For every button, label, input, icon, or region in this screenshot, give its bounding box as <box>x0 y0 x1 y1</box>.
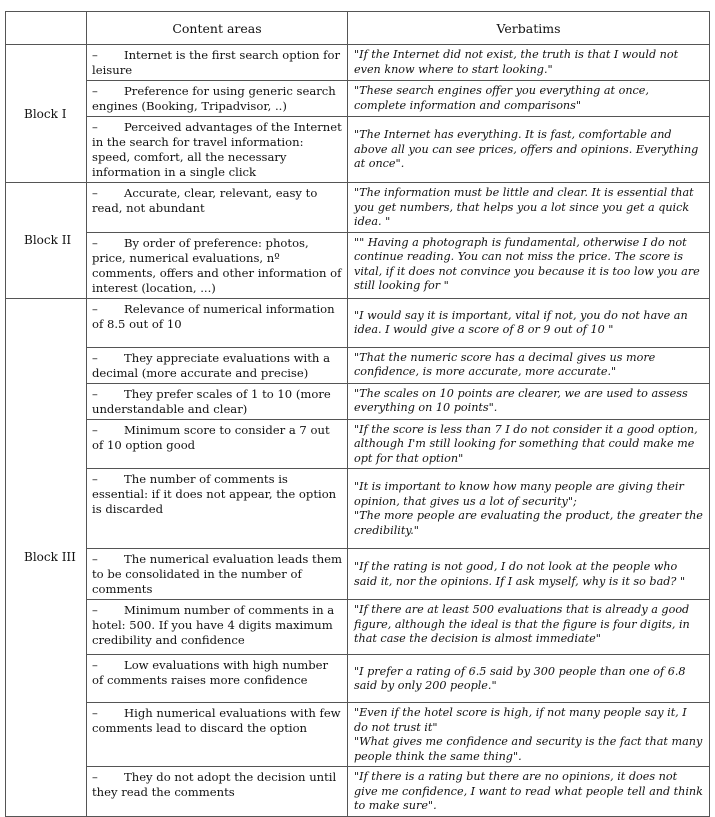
dash-bullet: – <box>92 472 98 486</box>
content-area-cell <box>87 81 348 117</box>
content-table <box>5 11 710 817</box>
verbatim-cell: "The information must be little and clear. It is essential that you get numbers, that helps you a lot since you get a quick idea. " <box>348 183 710 233</box>
table-row <box>6 767 710 817</box>
table-row <box>6 703 710 767</box>
table-row <box>6 383 710 419</box>
content-area-text: High numerical evaluations with few comments lead to discard the option <box>92 706 341 735</box>
content-area-cell <box>87 383 348 419</box>
table-row <box>6 232 710 298</box>
block-label: Block I <box>6 45 87 183</box>
content-area-text: Internet is the first search option for leisure <box>92 48 340 77</box>
dash-bullet: – <box>92 186 98 200</box>
content-area-text: They do not adopt the decision until they read the comments <box>92 770 337 799</box>
content-area-text: They prefer scales of 1 to 10 (more understandable and clear) <box>92 386 331 416</box>
header-row <box>6 12 710 45</box>
content-area-text: Preference for using generic search engines (Booking, Tripadvisor, ..) <box>92 84 336 113</box>
dash-bullet: – <box>92 552 98 566</box>
dash-bullet: – <box>92 422 98 437</box>
table-row <box>6 45 710 81</box>
content-area-text: By order of preference: photos, price, numerical evaluations, nº comments, offers and other information of interest (location, ...) <box>92 235 342 295</box>
header-verbatims: Verbatims <box>348 12 710 45</box>
content-area-cell <box>87 767 348 817</box>
content-area-cell <box>87 703 348 767</box>
verbatim-cell: "It is important to know how many people are giving their opinion, that gives us a lot of security"; "The more people are evaluating the product, the greater the credibility." <box>348 469 710 549</box>
verbatim-cell: "I prefer a rating of 6.5 said by 300 people than one of 6.8 said by only 200 people." <box>348 655 710 703</box>
content-area-cell <box>87 347 348 383</box>
block-label: Block III <box>6 298 87 816</box>
block-label: Block II <box>6 183 87 299</box>
verbatim-cell: "The Internet has everything. It is fast, comfortable and above all you can see prices, offers and opinions. Everything at once". <box>348 117 710 183</box>
header-content-areas: Content areas <box>87 12 348 45</box>
content-area-cell <box>87 469 348 549</box>
content-area-text: The number of comments is essential: if it does not appear, the option is discarded <box>92 472 337 516</box>
content-area-text: Accurate, clear, relevant, easy to read, not abundant <box>92 186 318 215</box>
verbatim-cell: "If there are at least 500 evaluations that is already a good figure, although the ideal is that the figure is four digits, in that case the decision is almost immediate" <box>348 600 710 655</box>
content-area-text: Minimum number of comments in a hotel: 500. If you have 4 digits maximum credibility and confidence <box>92 603 335 647</box>
dash-bullet: – <box>92 658 98 672</box>
table-row <box>6 81 710 117</box>
verbatim-cell: "If there is a rating but there are no opinions, it does not give me confidence, I want to read what people tell and think to make sure". <box>348 767 710 817</box>
dash-bullet: – <box>92 603 98 617</box>
content-area-text: They appreciate evaluations with a decimal (more accurate and precise) <box>92 350 330 380</box>
table-row <box>6 600 710 655</box>
content-area-text: Low evaluations with high number of comments raises more confidence <box>92 658 329 687</box>
content-area-cell <box>87 183 348 233</box>
header-empty <box>6 12 87 45</box>
dash-bullet: – <box>92 301 98 316</box>
table-row <box>6 347 710 383</box>
content-area-text: The numerical evaluation leads them to be consolidated in the number of comments <box>92 552 343 596</box>
table-row <box>6 469 710 549</box>
content-area-cell <box>87 600 348 655</box>
verbatim-cell: "If the rating is not good, I do not look at the people who said it, nor the opinions. If I ask myself, why is it so bad? " <box>348 549 710 600</box>
dash-bullet: – <box>92 386 98 401</box>
content-area-text: Perceived advantages of the Internet in the search for travel information: speed, comfort, all the necessary information in a single click <box>92 120 342 179</box>
verbatim-cell: "I would say it is important, vital if not, you do not have an idea. I would give a score of 8 or 9 out of 10 " <box>348 298 710 347</box>
content-area-cell <box>87 419 348 469</box>
dash-bullet: – <box>92 770 98 784</box>
table-row <box>6 419 710 469</box>
verbatim-cell: "If the Internet did not exist, the truth is that I would not even know where to start looking." <box>348 45 710 81</box>
verbatim-cell: "" Having a photograph is fundamental, otherwise I do not continue reading. You can not miss the price. The score is vital, if it does not convince you because it is too low you are still looking for " <box>348 232 710 298</box>
dash-bullet: – <box>92 84 98 98</box>
table-row <box>6 655 710 703</box>
dash-bullet: – <box>92 48 98 62</box>
verbatim-cell: "That the numeric score has a decimal gives us more confidence, is more accurate, more accurate." <box>348 347 710 383</box>
dash-bullet: – <box>92 120 98 134</box>
content-area-cell <box>87 117 348 183</box>
dash-bullet: – <box>92 235 98 250</box>
content-area-cell <box>87 232 348 298</box>
content-area-text: Relevance of numerical information of 8.5 out of 10 <box>92 301 335 331</box>
dash-bullet: – <box>92 706 98 720</box>
content-area-cell <box>87 45 348 81</box>
verbatim-cell: "The scales on 10 points are clearer, we are used to assess everything on 10 points". <box>348 383 710 419</box>
table-row <box>6 117 710 183</box>
table-row <box>6 298 710 347</box>
content-area-cell <box>87 549 348 600</box>
dash-bullet: – <box>92 350 98 365</box>
content-area-text: Minimum score to consider a 7 out of 10 option good <box>92 422 330 452</box>
table-row <box>6 183 710 233</box>
content-area-cell <box>87 655 348 703</box>
verbatim-cell: "Even if the hotel score is high, if not many people say it, I do not trust it" "What gives me confidence and security is the fact that many people think the same thing". <box>348 703 710 767</box>
verbatim-cell: "If the score is less than 7 I do not consider it a good option, although I'm still looking for something that could make me opt for that option" <box>348 419 710 469</box>
content-area-cell <box>87 298 348 347</box>
verbatim-cell: "These search engines offer you everything at once, complete information and comparisons" <box>348 81 710 117</box>
table-row <box>6 549 710 600</box>
